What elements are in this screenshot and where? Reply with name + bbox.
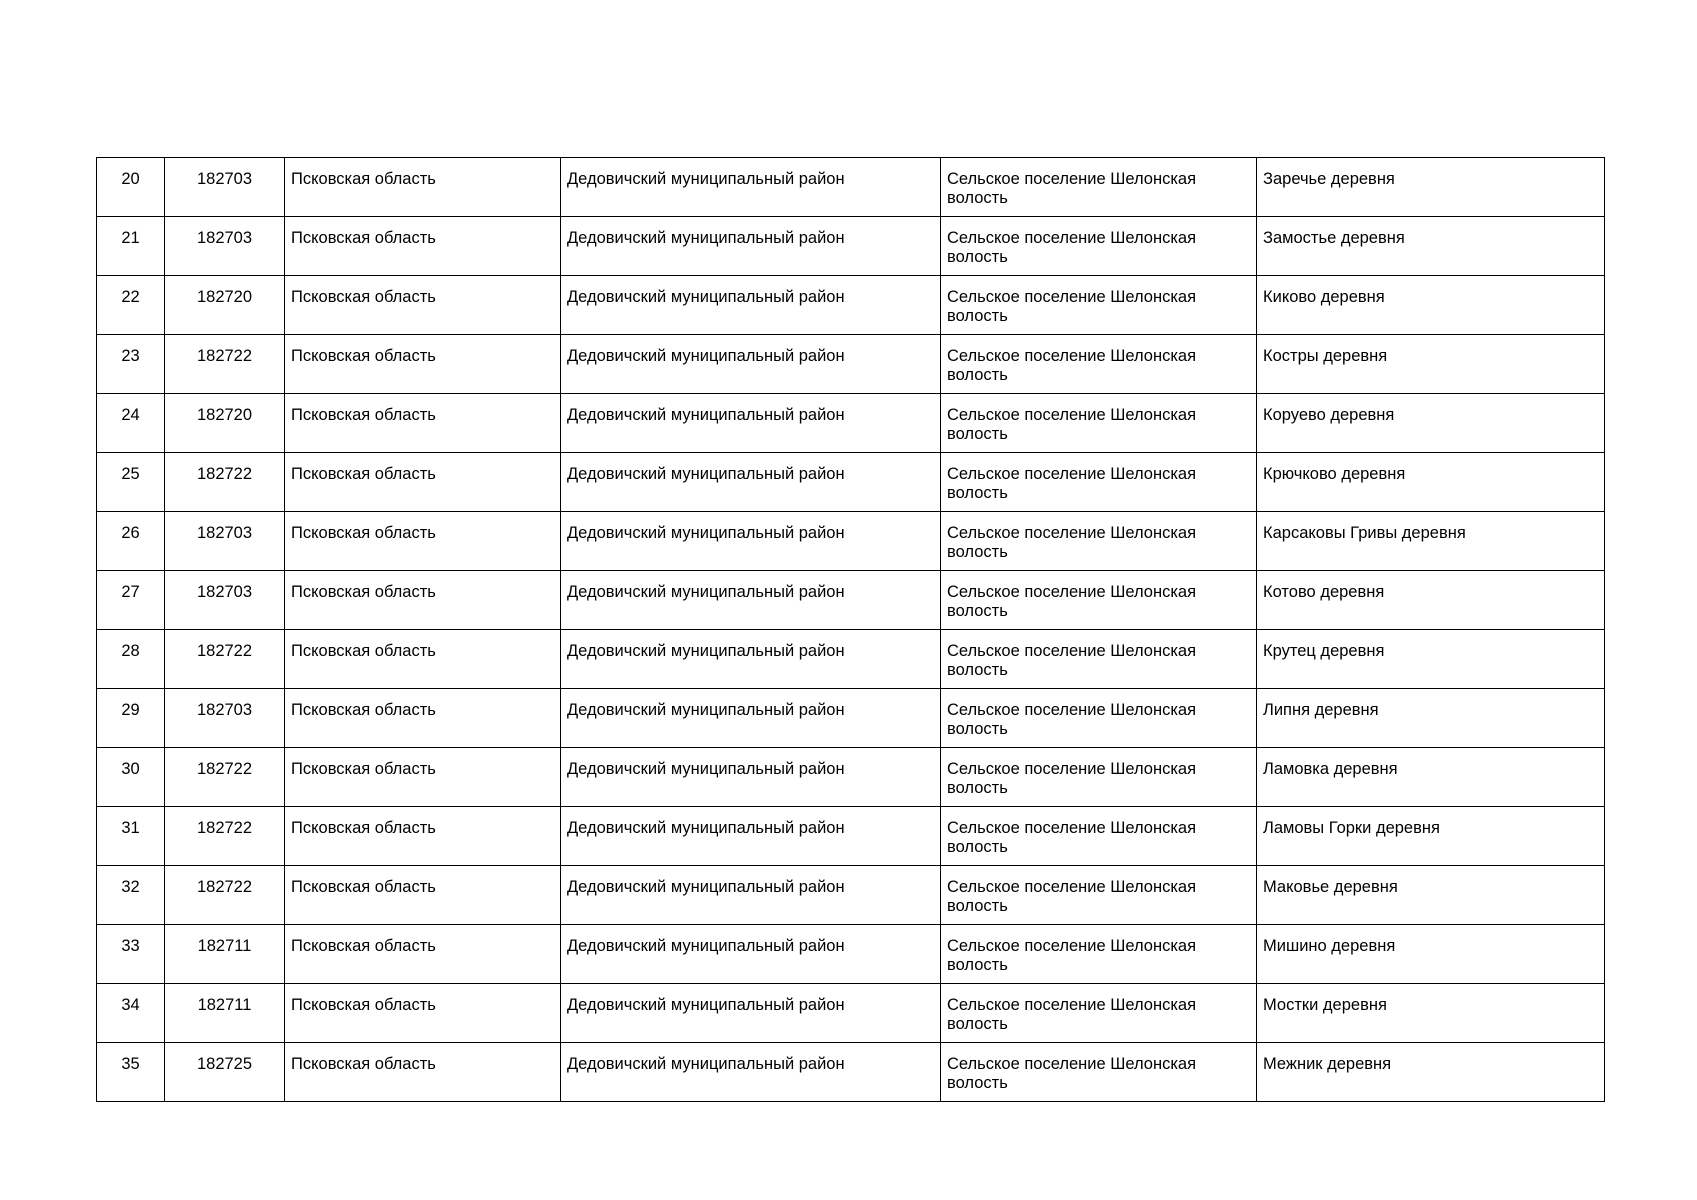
region-cell — [285, 158, 561, 217]
postal-index-text: 182711 — [197, 937, 252, 955]
settlement-cell — [941, 217, 1257, 276]
region-cell — [285, 276, 561, 335]
district-text: Дедовичский муниципальный район — [567, 288, 845, 306]
region-cell — [285, 1043, 561, 1102]
region-cell — [285, 748, 561, 807]
locality-cell — [1257, 1043, 1605, 1102]
district-cell — [561, 453, 941, 512]
region-cell — [285, 217, 561, 276]
region-cell — [285, 394, 561, 453]
row-number-cell — [97, 571, 165, 630]
locality-cell — [1257, 984, 1605, 1043]
settlement-text: Сельское поселение Шелонская волость — [947, 819, 1197, 856]
postal-index-text: 182720 — [196, 406, 253, 424]
region-text: Псковская область — [291, 937, 436, 955]
row-number-cell — [97, 217, 165, 276]
region-text: Псковская область — [291, 347, 436, 365]
settlement-cell — [941, 512, 1257, 571]
region-text: Псковская область — [291, 701, 436, 719]
settlement-cell — [941, 158, 1257, 217]
locality-text: Замостье деревня — [1263, 229, 1405, 247]
settlement-text: Сельское поселение Шелонская волость — [947, 170, 1197, 207]
region-text: Псковская область — [291, 878, 436, 896]
row-number-cell — [97, 925, 165, 984]
region-text: Псковская область — [291, 465, 436, 483]
row-number-cell — [97, 630, 165, 689]
locality-text: Ламовы Горки деревня — [1263, 819, 1440, 837]
locality-cell — [1257, 394, 1605, 453]
postal-index-text: 182703 — [196, 701, 253, 719]
region-text: Псковская область — [291, 229, 436, 247]
settlement-cell — [941, 276, 1257, 335]
postal-index-cell — [165, 925, 285, 984]
postal-index-cell — [165, 984, 285, 1043]
district-text: Дедовичский муниципальный район — [567, 170, 845, 188]
settlement-text: Сельское поселение Шелонская волость — [947, 701, 1197, 738]
locality-cell — [1257, 453, 1605, 512]
row-number-text: 25 — [121, 465, 140, 483]
locality-text: Межник деревня — [1263, 1055, 1392, 1073]
region-cell — [285, 807, 561, 866]
district-cell — [561, 984, 941, 1043]
region-text: Псковская область — [291, 760, 436, 778]
postal-index-text: 182711 — [197, 996, 252, 1014]
district-cell — [561, 512, 941, 571]
table-row — [97, 276, 1605, 335]
postal-index-cell — [165, 394, 285, 453]
row-number-text: 27 — [121, 583, 140, 601]
region-text: Псковская область — [291, 170, 436, 188]
settlement-cell — [941, 571, 1257, 630]
table-row — [97, 807, 1605, 866]
postal-index-cell — [165, 217, 285, 276]
district-text: Дедовичский муниципальный район — [567, 878, 845, 896]
row-number-text: 20 — [121, 170, 140, 188]
region-cell — [285, 453, 561, 512]
table-row — [97, 984, 1605, 1043]
table-body — [97, 158, 1605, 1102]
table-row — [97, 866, 1605, 925]
postal-index-text: 182720 — [196, 288, 253, 306]
locality-cell — [1257, 158, 1605, 217]
locality-cell — [1257, 630, 1605, 689]
table-row — [97, 335, 1605, 394]
district-cell — [561, 689, 941, 748]
region-cell — [285, 925, 561, 984]
locality-text: Костры деревня — [1263, 347, 1388, 365]
locality-text: Карсаковы Гривы деревня — [1263, 524, 1466, 542]
settlement-text: Сельское поселение Шелонская волость — [947, 347, 1197, 384]
district-cell — [561, 748, 941, 807]
row-number-cell — [97, 335, 165, 394]
row-number-text: 32 — [121, 878, 140, 896]
district-cell — [561, 925, 941, 984]
postal-index-text: 182703 — [196, 583, 253, 601]
district-cell — [561, 276, 941, 335]
row-number-cell — [97, 748, 165, 807]
row-number-text: 34 — [121, 996, 140, 1014]
postal-index-cell — [165, 453, 285, 512]
postal-index-text: 182703 — [196, 524, 253, 542]
row-number-cell — [97, 689, 165, 748]
locality-cell — [1257, 276, 1605, 335]
locality-cell — [1257, 925, 1605, 984]
locality-text: Крючково деревня — [1263, 465, 1406, 483]
row-number-text: 31 — [121, 819, 140, 837]
district-cell — [561, 217, 941, 276]
district-cell — [561, 1043, 941, 1102]
district-text: Дедовичский муниципальный район — [567, 701, 845, 719]
region-cell — [285, 335, 561, 394]
locality-cell — [1257, 335, 1605, 394]
settlement-cell — [941, 984, 1257, 1043]
table-row — [97, 453, 1605, 512]
table-row — [97, 1043, 1605, 1102]
settlement-text: Сельское поселение Шелонская волость — [947, 524, 1197, 561]
postal-index-cell — [165, 276, 285, 335]
postal-index-cell — [165, 689, 285, 748]
table-row — [97, 571, 1605, 630]
district-cell — [561, 866, 941, 925]
settlement-text: Сельское поселение Шелонская волость — [947, 229, 1197, 266]
district-text: Дедовичский муниципальный район — [567, 642, 845, 660]
district-cell — [561, 571, 941, 630]
postal-index-cell — [165, 630, 285, 689]
row-number-cell — [97, 453, 165, 512]
table-row — [97, 630, 1605, 689]
postal-index-cell — [165, 748, 285, 807]
district-text: Дедовичский муниципальный район — [567, 760, 845, 778]
settlement-text: Сельское поселение Шелонская волость — [947, 288, 1197, 325]
locality-cell — [1257, 807, 1605, 866]
region-text: Псковская область — [291, 996, 436, 1014]
locality-text: Коруево деревня — [1263, 406, 1395, 424]
settlement-cell — [941, 925, 1257, 984]
postal-index-cell — [165, 158, 285, 217]
row-number-cell — [97, 984, 165, 1043]
region-text: Псковская область — [291, 524, 436, 542]
table-row — [97, 394, 1605, 453]
district-text: Дедовичский муниципальный район — [567, 996, 845, 1014]
settlement-cell — [941, 453, 1257, 512]
postal-index-text: 182722 — [196, 760, 253, 778]
locality-text: Крутец деревня — [1263, 642, 1385, 660]
locality-cell — [1257, 571, 1605, 630]
settlement-text: Сельское поселение Шелонская волость — [947, 406, 1197, 443]
locality-cell — [1257, 866, 1605, 925]
row-number-cell — [97, 276, 165, 335]
row-number-cell — [97, 807, 165, 866]
locality-text: Заречье деревня — [1263, 170, 1395, 188]
settlement-text: Сельское поселение Шелонская волость — [947, 760, 1197, 797]
settlement-text: Сельское поселение Шелонская волость — [947, 1055, 1197, 1092]
row-number-cell — [97, 158, 165, 217]
locality-text: Ламовка деревня — [1263, 760, 1398, 778]
row-number-text: 26 — [121, 524, 140, 542]
settlement-cell — [941, 689, 1257, 748]
district-cell — [561, 807, 941, 866]
district-cell — [561, 394, 941, 453]
row-number-cell — [97, 866, 165, 925]
locality-text: Киково деревня — [1263, 288, 1385, 306]
postal-index-text: 182722 — [196, 347, 253, 365]
settlement-text: Сельское поселение Шелонская волость — [947, 996, 1197, 1033]
postal-index-cell — [165, 335, 285, 394]
row-number-text: 29 — [121, 701, 140, 719]
row-number-cell — [97, 394, 165, 453]
district-cell — [561, 335, 941, 394]
row-number-text: 24 — [121, 406, 140, 424]
settlement-text: Сельское поселение Шелонская волость — [947, 937, 1197, 974]
settlements-table — [96, 157, 1605, 1102]
district-text: Дедовичский муниципальный район — [567, 229, 845, 247]
postal-index-text: 182725 — [196, 1055, 253, 1073]
settlement-text: Сельское поселение Шелонская волость — [947, 583, 1197, 620]
settlement-cell — [941, 630, 1257, 689]
settlement-text: Сельское поселение Шелонская волость — [947, 642, 1197, 679]
district-text: Дедовичский муниципальный район — [567, 347, 845, 365]
settlement-cell — [941, 748, 1257, 807]
table-row — [97, 158, 1605, 217]
region-cell — [285, 630, 561, 689]
locality-cell — [1257, 689, 1605, 748]
table-row — [97, 748, 1605, 807]
row-number-cell — [97, 512, 165, 571]
postal-index-text: 182722 — [196, 465, 253, 483]
region-text: Псковская область — [291, 1055, 436, 1073]
table-row — [97, 925, 1605, 984]
district-text: Дедовичский муниципальный район — [567, 406, 845, 424]
row-number-text: 35 — [121, 1055, 140, 1073]
district-cell — [561, 158, 941, 217]
row-number-text: 30 — [121, 760, 140, 778]
postal-index-cell — [165, 571, 285, 630]
settlement-text: Сельское поселение Шелонская волость — [947, 878, 1197, 915]
region-text: Псковская область — [291, 583, 436, 601]
row-number-text: 21 — [121, 229, 140, 247]
postal-index-cell — [165, 807, 285, 866]
district-text: Дедовичский муниципальный район — [567, 583, 845, 601]
settlement-cell — [941, 394, 1257, 453]
table-row — [97, 689, 1605, 748]
row-number-text: 33 — [121, 937, 140, 955]
region-cell — [285, 866, 561, 925]
district-text: Дедовичский муниципальный район — [567, 937, 845, 955]
row-number-cell — [97, 1043, 165, 1102]
district-text: Дедовичский муниципальный район — [567, 819, 845, 837]
region-text: Псковская область — [291, 642, 436, 660]
locality-cell — [1257, 748, 1605, 807]
postal-index-text: 182722 — [196, 878, 253, 896]
region-text: Псковская область — [291, 406, 436, 424]
postal-index-text: 182703 — [196, 229, 253, 247]
locality-text: Мишино деревня — [1263, 937, 1396, 955]
postal-index-cell — [165, 866, 285, 925]
region-cell — [285, 512, 561, 571]
region-cell — [285, 689, 561, 748]
table-row — [97, 512, 1605, 571]
region-cell — [285, 571, 561, 630]
district-cell — [561, 630, 941, 689]
table-row — [97, 217, 1605, 276]
locality-cell — [1257, 217, 1605, 276]
region-cell — [285, 984, 561, 1043]
district-text: Дедовичский муниципальный район — [567, 1055, 845, 1073]
locality-text: Мостки деревня — [1263, 996, 1387, 1014]
postal-index-cell — [165, 512, 285, 571]
settlement-cell — [941, 1043, 1257, 1102]
row-number-text: 22 — [121, 288, 140, 306]
settlement-cell — [941, 335, 1257, 394]
locality-cell — [1257, 512, 1605, 571]
settlement-cell — [941, 866, 1257, 925]
postal-index-text: 182703 — [196, 170, 253, 188]
district-text: Дедовичский муниципальный район — [567, 524, 845, 542]
region-text: Псковская область — [291, 288, 436, 306]
settlement-cell — [941, 807, 1257, 866]
locality-text: Маковье деревня — [1263, 878, 1398, 896]
postal-index-text: 182722 — [196, 642, 253, 660]
row-number-text: 28 — [121, 642, 140, 660]
locality-text: Липня деревня — [1263, 701, 1379, 719]
row-number-text: 23 — [121, 347, 140, 365]
settlement-text: Сельское поселение Шелонская волость — [947, 465, 1197, 502]
district-text: Дедовичский муниципальный район — [567, 465, 845, 483]
postal-index-text: 182722 — [196, 819, 253, 837]
locality-text: Котово деревня — [1263, 583, 1385, 601]
postal-index-cell — [165, 1043, 285, 1102]
region-text: Псковская область — [291, 819, 436, 837]
